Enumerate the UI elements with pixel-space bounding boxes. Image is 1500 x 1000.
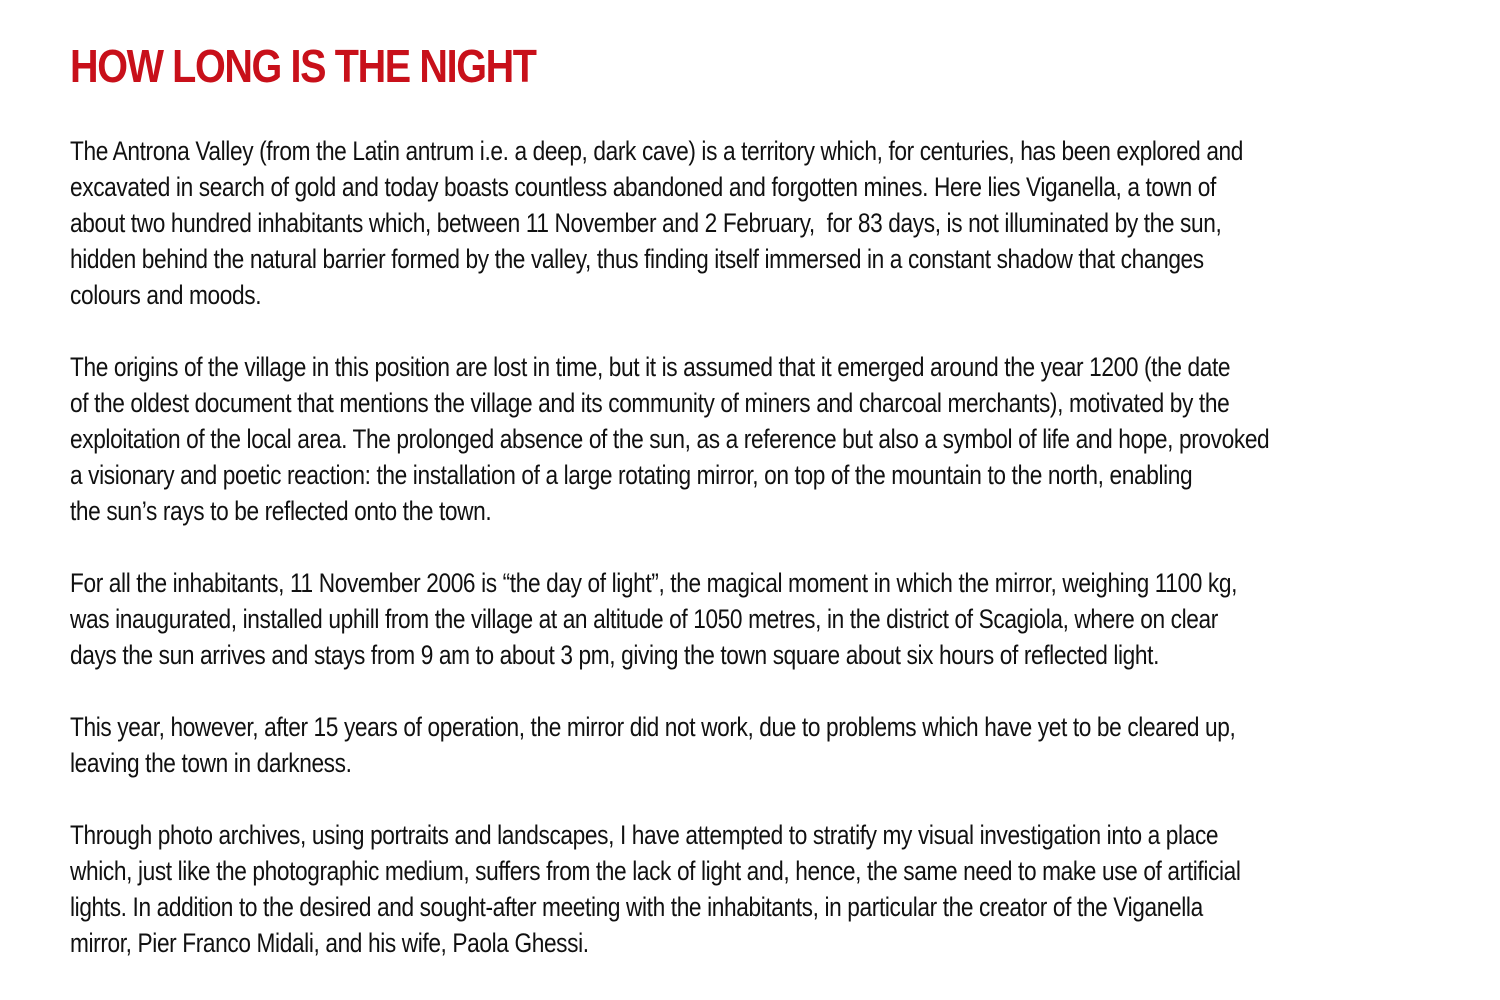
text-line: mirror, Pier Franco Midali, and his wife, Paola Ghessi. [70,928,589,958]
text-line: which, just like the photographic medium, suffers from the lack of light and, hence, the same need to make use of artificial [70,856,1241,886]
text-line: The origins of the village in this position are lost in time, but it is assumed that it emerged around the year 1200 (the date [70,352,1231,382]
document-body [70,133,1440,961]
text-line: about two hundred inhabitants which, between 11 November and 2 February, for 83 days, is not illuminated by the sun, [70,208,1222,238]
text-line: colours and moods. [70,280,262,310]
text-line: For all the inhabitants, 11 November 2006 is “the day of light”, the magical moment in which the mirror, weighing 1100 kg, [70,568,1238,598]
paragraph [70,817,1440,961]
document-page [70,36,1440,961]
text-line: Through photo archives, using portraits and landscapes, I have attempted to stratify my visual investigation into a place [70,820,1219,850]
text-line: was inaugurated, installed uphill from the village at an altitude of 1050 metres, in the district of Scagiola, where on clear [70,604,1218,634]
text-line: the sun’s rays to be reflected onto the town. [70,496,492,526]
text-line: This year, however, after 15 years of operation, the mirror did not work, due to problems which have yet to be cleared up, [70,712,1236,742]
text-line: leaving the town in darkness. [70,748,352,778]
paragraph [70,349,1440,529]
paragraph [70,565,1440,673]
text-line: exploitation of the local area. The prolonged absence of the sun, as a reference but also a symbol of life and hope, provoked [70,424,1270,454]
document-title: HOW LONG IS THE NIGHT [70,40,536,92]
text-line: hidden behind the natural barrier formed by the valley, thus finding itself immersed in a constant shadow that changes [70,244,1204,274]
text-line: excavated in search of gold and today boasts countless abandoned and forgotten mines. Here lies Viganella, a town of [70,172,1216,202]
text-line: lights. In addition to the desired and sought-after meeting with the inhabitants, in particular the creator of the Viganella [70,892,1203,922]
paragraph [70,133,1440,313]
text-line: The Antrona Valley (from the Latin antrum i.e. a deep, dark cave) is a territory which, for centuries, has been explored and [70,136,1244,166]
text-line: a visionary and poetic reaction: the installation of a large rotating mirror, on top of the mountain to the north, enabling [70,460,1193,490]
paragraph [70,709,1440,781]
text-line: days the sun arrives and stays from 9 am to about 3 pm, giving the town square about six hours of reflected light. [70,640,1159,670]
text-line: of the oldest document that mentions the village and its community of miners and charcoal merchants), motivated by the [70,388,1230,418]
